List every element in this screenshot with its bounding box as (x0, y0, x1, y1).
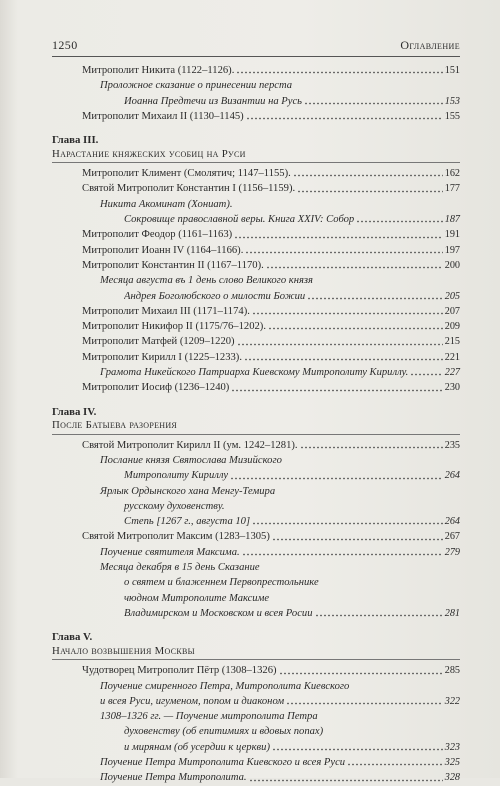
toc-entry: Поучение Петра Митрополита. 328 (100, 772, 460, 784)
toc-entry: Митрополит Никифор II (1175/76–1202). 209 (82, 321, 460, 333)
toc-entry-line: Месяца декабря в 15 день Сказание (100, 562, 260, 574)
chapter-rule (52, 162, 460, 163)
toc-entry: Иоанна Предтечи из Византии на Русь 153 (124, 95, 460, 107)
chapter-rule (52, 434, 460, 435)
toc-entry: Сокровище православной веры. Книга XXIV: Собор 187 (124, 214, 460, 226)
toc-entry-line: Никита Акоминат (Хониат). (100, 198, 233, 210)
chapter-heading (52, 406, 460, 435)
chapter-rule (52, 659, 460, 660)
running-title: Оглавление (400, 38, 460, 52)
chapter-label: Глава IV. (52, 405, 97, 418)
chapter-title: После Батыева разорения (52, 419, 178, 432)
toc-entry-line: Месяца августа въ 1 день слово Великого князя (100, 275, 313, 287)
toc-entry: Чудотворец Митрополит Пётр (1308–1326) 285 (82, 665, 460, 677)
page-number: 1250 (52, 38, 78, 52)
toc-entry: Святой Митрополит Кирилл II (ум. 1242–1281). 235 (82, 439, 460, 451)
toc-entry-line: Проложное сказание о принесении перста (100, 80, 293, 92)
chapter-label: Глава V. (52, 631, 93, 644)
toc-entry: Поучение святителя Максима. 279 (100, 546, 460, 558)
toc-entry: Митрополиту Кириллу 264 (124, 470, 460, 482)
toc-entry: Митрополит Кирилл I (1225–1233). 221 (82, 351, 460, 363)
toc-entry: Поучение Петра Митрополита Киевского и всея Руси 325 (100, 756, 460, 768)
toc-entry: Андрея Боголюбского о милости Божии 205 (124, 290, 460, 302)
toc-entry: и мирянам (об усердии к церкви) 323 (124, 741, 460, 753)
toc-entry-line: духовенству (об епитимиях и вдовых попах) (124, 726, 324, 738)
toc-entry: Митрополит Никита (1122–1126). 151 (82, 65, 460, 76)
toc-entry: Владимирском и Московском и всея Росии 281 (124, 607, 460, 619)
toc-entry: и всея Руси, игуменом, попом и диаконом 322 (100, 695, 460, 707)
toc-entry: Святой Митрополит Константин I (1156–1159). 177 (82, 183, 460, 195)
toc-entry-line: 1308–1326 гг. — Поучение митрополита Петра (100, 711, 318, 723)
table-of-contents (52, 63, 460, 786)
toc-entry-line: Ярлык Ордынского хана Менгу-Темира (100, 485, 276, 497)
toc-entry-line: русскому духовенству. (124, 500, 225, 512)
toc-entry-line: Поучение смиренного Петра, Митрополита Киевского (100, 680, 350, 692)
header-rule (52, 56, 460, 57)
toc-entry: Митрополит Михаил II (1130–1145) 155 (82, 110, 460, 122)
toc-entry: Митрополит Иосиф (1236–1240) 230 (82, 382, 460, 394)
toc-entry: Митрополит Константин II (1167–1170). 200 (82, 259, 460, 271)
chapter-title: Нарастание княжеских усобиц на Руси (52, 147, 246, 160)
toc-entry: Грамота Никейского Патриарха Киевскому Митрополиту Кириллу. 227 (100, 367, 460, 379)
toc-entry: Митрополит Матфей (1209–1220) 215 (82, 336, 460, 348)
toc-entry: Степь [1267 г., августа 10] 264 (124, 516, 460, 528)
toc-entry: Митрополит Климент (Смолятич; 1147–1155). 162 (82, 168, 460, 180)
toc-entry-line: Послание князя Святослава Мизийского (100, 454, 282, 466)
toc-entry: Святой Митрополит Максим (1283–1305) 267 (82, 531, 460, 543)
toc-entry: Митрополит Иоанн IV (1164–1166). 197 (82, 244, 460, 256)
chapter-heading (52, 631, 460, 660)
page-header (52, 36, 460, 56)
chapter-heading (52, 134, 460, 163)
chapter-title: Начало возвышения Москвы (52, 644, 195, 657)
toc-entry: Митрополит Михаил III (1171–1174). 207 (82, 305, 460, 317)
toc-entry-line: о святем и блаженнем Первопрестольнике (124, 577, 319, 589)
toc-entry-line: чюдном Митрополите Максиме (124, 592, 270, 604)
toc-entry: Митрополит Феодор (1161–1163) 191 (82, 229, 460, 241)
chapter-label: Глава III. (52, 134, 99, 147)
